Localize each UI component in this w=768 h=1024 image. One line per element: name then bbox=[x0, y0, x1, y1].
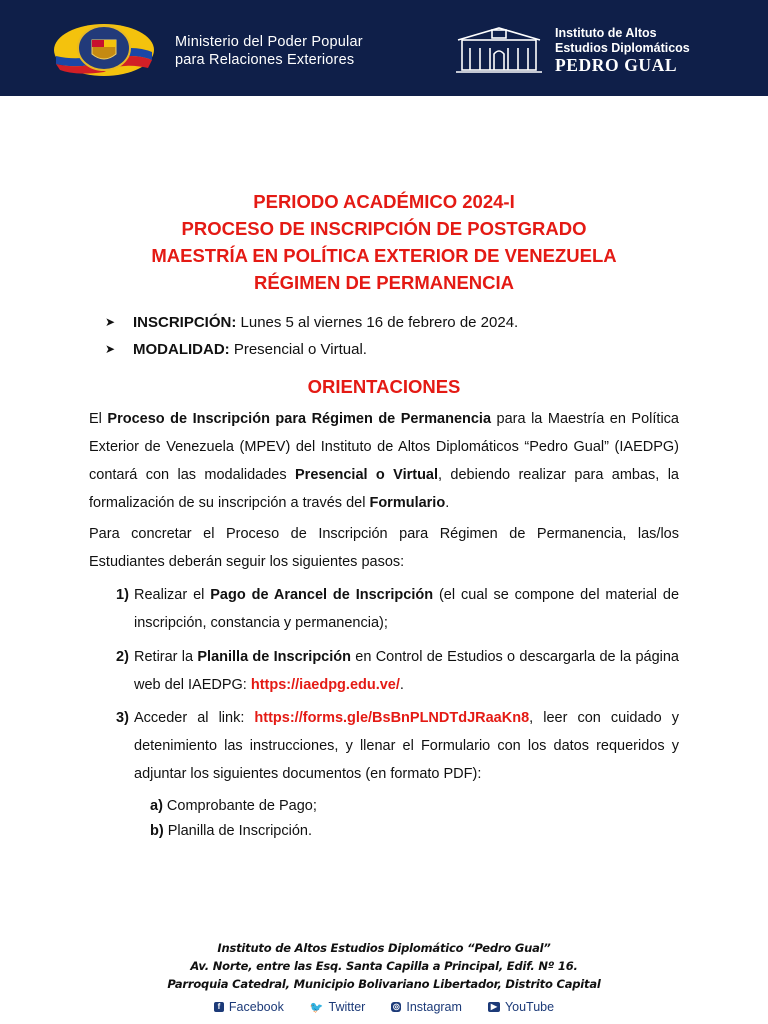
step-item bbox=[116, 581, 679, 637]
text-bold: Planilla de Inscripción bbox=[197, 649, 351, 665]
document-title bbox=[0, 188, 768, 296]
institute-name bbox=[555, 26, 690, 75]
list-item bbox=[150, 818, 312, 845]
ministry-line-2: para Relaciones Exteriores bbox=[175, 52, 355, 68]
social-youtube-link[interactable] bbox=[488, 1000, 554, 1014]
paragraph-intro bbox=[89, 405, 679, 517]
step-item bbox=[116, 643, 679, 699]
institute-building-logo bbox=[456, 26, 542, 74]
registration-form-link[interactable]: https://forms.gle/BsBnPLNDTdJRaaKn8 bbox=[254, 710, 530, 726]
bullet-text: Lunes 5 al viernes 16 de febrero de 2024. bbox=[236, 314, 519, 331]
instagram-icon: ◎ bbox=[392, 1002, 400, 1011]
header-banner bbox=[0, 0, 768, 96]
footer-line-1: Instituto de Altos Estudios Diplomático “Pedro Gual” bbox=[217, 941, 551, 955]
step-number: 1) bbox=[116, 587, 129, 603]
social-instagram-link[interactable] bbox=[391, 1000, 462, 1014]
section-heading: ORIENTACIONES bbox=[307, 376, 461, 397]
social-label: YouTube bbox=[504, 1000, 555, 1014]
list-item bbox=[105, 309, 518, 336]
text-run: en Control de Estudios o descargarla de la página web del IAEDPG: bbox=[134, 649, 679, 693]
sub-label: b) bbox=[150, 823, 164, 839]
institute-line-1: Instituto de Altos bbox=[555, 26, 657, 40]
title-line-3: MAESTRÍA EN POLÍTICA EXTERIOR DE VENEZUELA bbox=[151, 245, 617, 266]
arrow-bullet-icon: ➤ bbox=[105, 315, 116, 329]
text-run: , leer con cuidado y detenimiento las instrucciones, y llenar el Formulario con los datos requeridos y adjuntar los siguientes documentos (en formato PDF): bbox=[134, 710, 679, 782]
bullet-label: INSCRIPCIÓN: bbox=[133, 314, 237, 331]
social-links bbox=[0, 1000, 768, 1014]
youtube-icon: ▶ bbox=[488, 1002, 500, 1012]
sub-label: a) bbox=[150, 798, 163, 814]
institute-line-2: Estudios Diplomáticos bbox=[555, 40, 690, 55]
arrow-bullet-icon: ➤ bbox=[105, 342, 116, 356]
title-line-1: PERIODO ACADÉMICO 2024-I bbox=[253, 191, 515, 212]
text-run: . bbox=[445, 495, 450, 511]
text-run: Retirar la bbox=[134, 649, 198, 665]
footer-address bbox=[0, 939, 768, 993]
sub-text: Planilla de Inscripción. bbox=[163, 823, 312, 839]
ministry-name bbox=[175, 33, 363, 69]
step-number: 3) bbox=[116, 710, 129, 726]
list-item bbox=[105, 336, 518, 363]
text-bold: Presencial o Virtual bbox=[295, 467, 439, 483]
venezuela-coat-of-arms-logo bbox=[52, 22, 156, 78]
list-item bbox=[150, 793, 317, 820]
text-bold: Proceso de Inscripción para Régimen de Permanencia bbox=[107, 411, 492, 427]
social-label: Facebook bbox=[228, 1000, 284, 1014]
step-item bbox=[116, 704, 679, 788]
twitter-icon: 🐦 bbox=[309, 1001, 324, 1014]
text-run: . bbox=[399, 677, 404, 693]
text-bold: Pago de Arancel de Inscripción bbox=[210, 587, 434, 603]
footer-line-2: Av. Norte, entre las Esq. Santa Capilla a Principal, Edif. Nº 16. bbox=[190, 959, 578, 973]
iaedpg-website-link[interactable]: https://iaedpg.edu.ve/ bbox=[250, 677, 400, 693]
social-label: Twitter bbox=[328, 1000, 366, 1014]
title-line-4: RÉGIMEN DE PERMANENCIA bbox=[253, 272, 515, 293]
text-run: , debiendo realizar para ambas, la formalización de su inscripción a través del bbox=[89, 467, 679, 511]
step-number: 2) bbox=[116, 649, 129, 665]
text-bold: Formulario bbox=[369, 495, 446, 511]
text-run: para la Maestría en Política Exterior de Venezuela (MPEV) del Instituto de Altos Diplomáticos “Pedro Gual” (IAEDPG) contará con las modalidades bbox=[89, 411, 679, 483]
social-label: Instagram bbox=[406, 1000, 462, 1014]
ministry-line-1: Ministerio del Poder Popular bbox=[175, 34, 363, 50]
paragraph-steps-intro: Para concretar el Proceso de Inscripción para Régimen de Permanencia, las/los Estudiantes deberán seguir los siguientes pasos: bbox=[89, 526, 679, 570]
text-run: (el cual se compone del material de inscripción, constancia y permanencia); bbox=[134, 587, 680, 631]
key-info-list bbox=[105, 309, 518, 363]
social-twitter-link[interactable] bbox=[310, 1000, 366, 1014]
footer-line-3: Parroquia Catedral, Municipio Bolivariano Libertador, Distrito Capital bbox=[167, 977, 601, 991]
social-facebook-link[interactable] bbox=[214, 1000, 284, 1014]
bullet-text: Presencial o Virtual. bbox=[229, 341, 367, 358]
facebook-icon: f bbox=[214, 1002, 224, 1012]
sub-text: Comprobante de Pago; bbox=[162, 798, 317, 814]
text-run: Realizar el bbox=[134, 587, 211, 603]
text-run: Acceder al link: bbox=[134, 710, 255, 726]
title-line-2: PROCESO DE INSCRIPCIÓN DE POSTGRADO bbox=[181, 218, 587, 239]
institute-line-3: PEDRO GUAL bbox=[555, 55, 678, 75]
text-run: El bbox=[89, 411, 108, 427]
bullet-label: MODALIDAD: bbox=[133, 341, 230, 358]
